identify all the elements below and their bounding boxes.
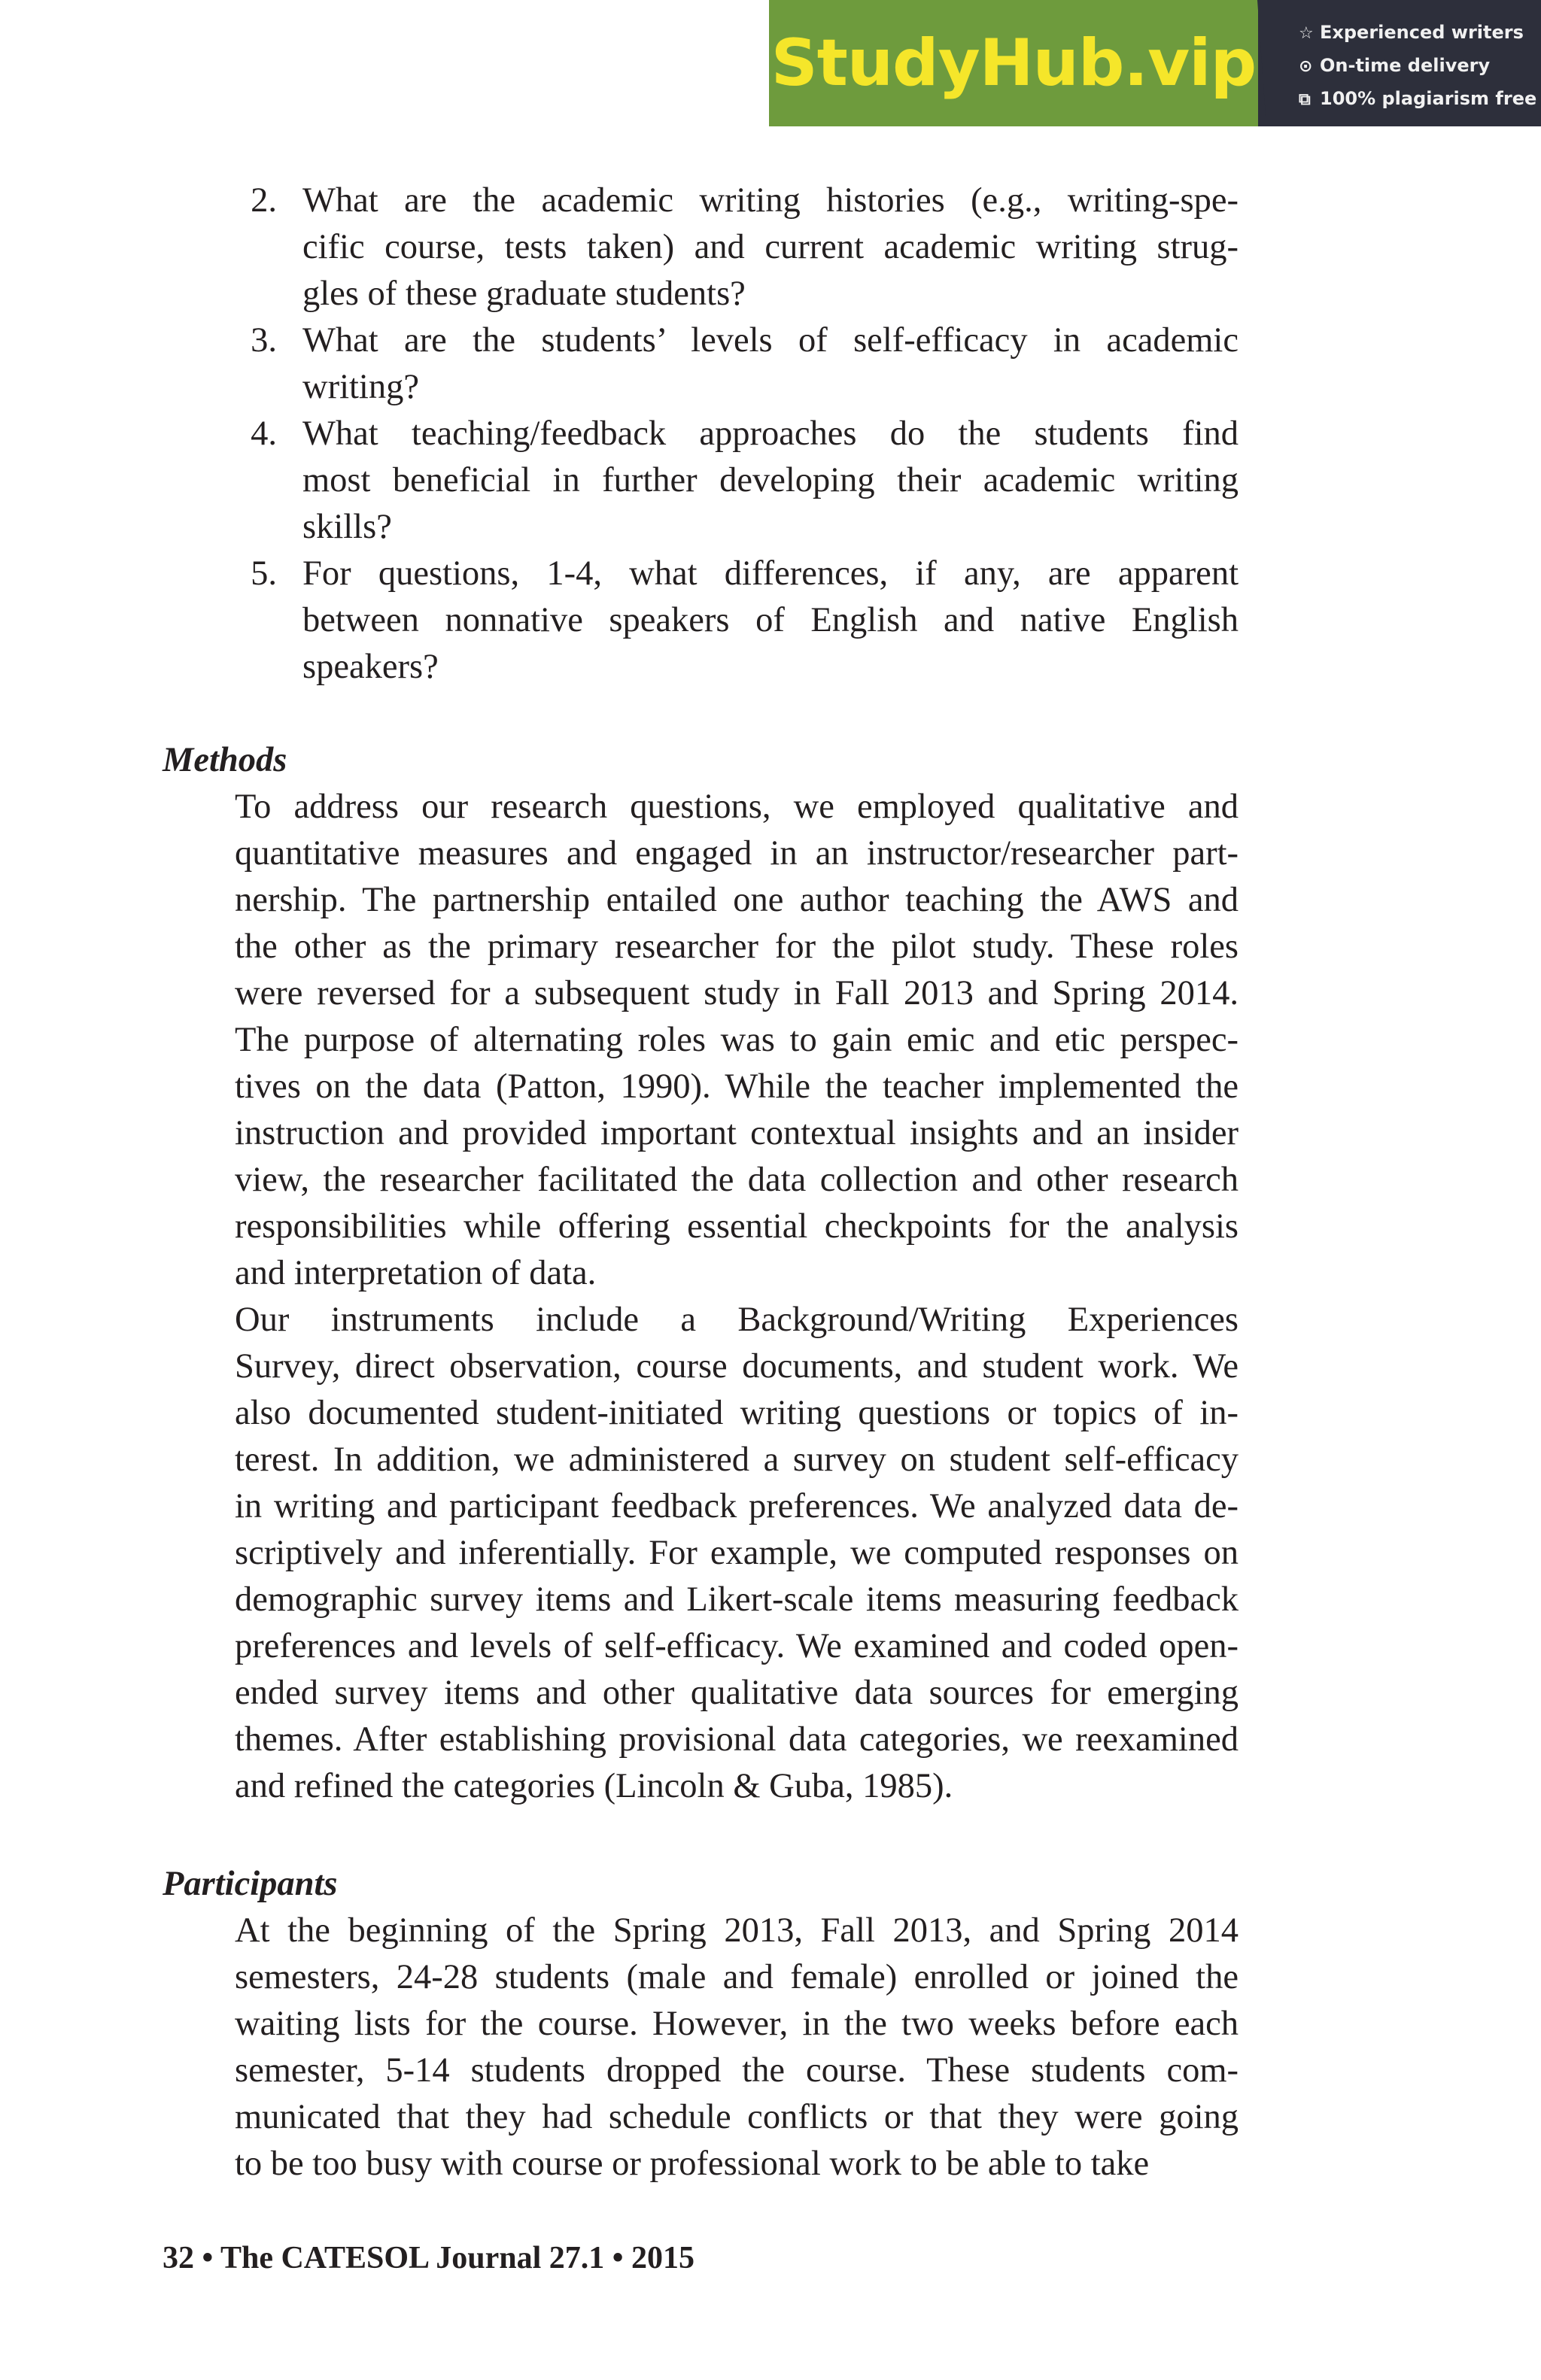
- page-footer: 32 • The CATESOL Journal 27.1 • 2015: [163, 2241, 695, 2275]
- text-line: instruction and provided important contextual insights and an insider: [235, 1114, 1239, 1152]
- text-line: nership. The partnership entailed one author teaching the AWS and: [235, 881, 1239, 919]
- text-line: tives on the data (Patton, 1990). While the teacher implemented the: [235, 1067, 1239, 1106]
- text-line: terest. In addition, we administered a survey on student self-efficacy: [235, 1440, 1239, 1479]
- text-line: quantitative measures and engaged in an instructor/researcher part-: [235, 834, 1239, 873]
- text-line: What are the academic writing histories (e.g., writing-spe-: [302, 181, 1239, 220]
- text-line: At the beginning of the Spring 2013, Fall 2013, and Spring 2014: [235, 1911, 1239, 1950]
- text-line: Our instruments include a Background/Writing Experiences: [235, 1301, 1239, 1339]
- section-heading-participants: Participants: [163, 1865, 338, 1903]
- list-item-text: [302, 178, 1239, 317]
- star-icon: ☆: [1299, 24, 1314, 43]
- text-line: and refined the categories (Lincoln & Guba, 1985).: [235, 1767, 953, 1805]
- text-line: ended survey items and other qualitative data sources for emerging: [235, 1674, 1239, 1712]
- list-item: [163, 178, 1239, 317]
- text-line: themes. After establishing provisional data categories, we reexamined: [235, 1720, 1239, 1759]
- text-line: municated that they had schedule conflicts or that they were going: [235, 2098, 1239, 2136]
- text-line: and interpretation of data.: [235, 1254, 597, 1292]
- text-line: What are the students’ levels of self-efficacy in academic: [302, 321, 1239, 360]
- text-line: To address our research questions, we employed qualitative and: [235, 788, 1239, 826]
- text-line: waiting lists for the course. However, in the two weeks before each: [235, 2005, 1239, 2043]
- list-item-number: 5.: [251, 554, 277, 593]
- list-item-number: 2.: [251, 181, 277, 220]
- text-line: scriptively and inferentially. For example, we computed responses on: [235, 1534, 1239, 1572]
- text-line: skills?: [302, 508, 392, 546]
- banner-point-text: On-time delivery: [1320, 55, 1491, 76]
- text-line: speakers?: [302, 648, 439, 686]
- text-line: semester, 5-14 students dropped the course. These students com-: [235, 2051, 1239, 2090]
- studyhub-banner[interactable]: [769, 0, 1541, 126]
- text-line: What teaching/feedback approaches do the students find: [302, 414, 1239, 453]
- logo-text: StudyHub.vip: [770, 26, 1257, 101]
- text-line: The purpose of alternating roles was to gain emic and etic perspec-: [235, 1021, 1239, 1059]
- section-heading-methods: Methods: [163, 741, 287, 779]
- list-item-number: 4.: [251, 414, 277, 453]
- list-item-text: [302, 317, 1239, 411]
- banner-point: [1299, 50, 1541, 83]
- list-item-text: [302, 411, 1239, 551]
- text-line: between nonnative speakers of English and native English: [302, 601, 1239, 639]
- list-item: [163, 411, 1239, 551]
- list-item-number: 3.: [251, 321, 277, 360]
- text-line: also documented student-initiated writing questions or topics of in-: [235, 1394, 1239, 1432]
- text-line: For questions, 1-4, what differences, if any, are apparent: [302, 554, 1239, 593]
- banner-point-text: 100% plagiarism free: [1320, 88, 1537, 109]
- text-line: demographic survey items and Likert-scale items measuring feedback: [235, 1580, 1239, 1619]
- text-line: semesters, 24-28 students (male and female) enrolled or joined the: [235, 1958, 1239, 1996]
- text-line: cific course, tests taken) and current academic writing strug-: [302, 228, 1239, 266]
- list-item-text: [302, 551, 1239, 691]
- text-line: responsibilities while offering essential checkpoints for the analysis: [235, 1207, 1239, 1246]
- text-line: gles of these graduate students?: [302, 275, 746, 313]
- list-item: [163, 551, 1239, 691]
- banner-point-text: Experienced writers: [1320, 22, 1524, 43]
- clock-icon: ⊙: [1299, 57, 1313, 76]
- text-line: most beneficial in further developing their academic writing: [302, 461, 1239, 499]
- research-questions-list: [163, 178, 1239, 691]
- text-line: were reversed for a subsequent study in Fall 2013 and Spring 2014.: [235, 974, 1239, 1012]
- paragraph: [163, 1908, 1239, 2187]
- banner-features: [1258, 0, 1541, 126]
- shield-check-icon: ⧉: [1299, 90, 1311, 109]
- methods-section: [163, 737, 1239, 1810]
- paragraph: [163, 784, 1239, 1297]
- text-line: in writing and participant feedback preferences. We analyzed data de-: [235, 1487, 1239, 1525]
- text-line: the other as the primary researcher for the pilot study. These roles: [235, 927, 1239, 966]
- list-item: [163, 317, 1239, 411]
- banner-point: [1299, 83, 1541, 116]
- text-line: writing?: [302, 368, 419, 406]
- paragraph: [163, 1297, 1239, 1810]
- banner-point: [1299, 17, 1541, 50]
- text-line: Survey, direct observation, course documents, and student work. We: [235, 1347, 1239, 1386]
- participants-section: [163, 1861, 1239, 2187]
- text-line: view, the researcher facilitated the data collection and other research: [235, 1161, 1239, 1199]
- text-line: to be too busy with course or professional work to be able to take: [235, 2145, 1150, 2183]
- studyhub-logo[interactable]: [769, 0, 1258, 126]
- text-line: preferences and levels of self-efficacy. We examined and coded open-: [235, 1627, 1239, 1665]
